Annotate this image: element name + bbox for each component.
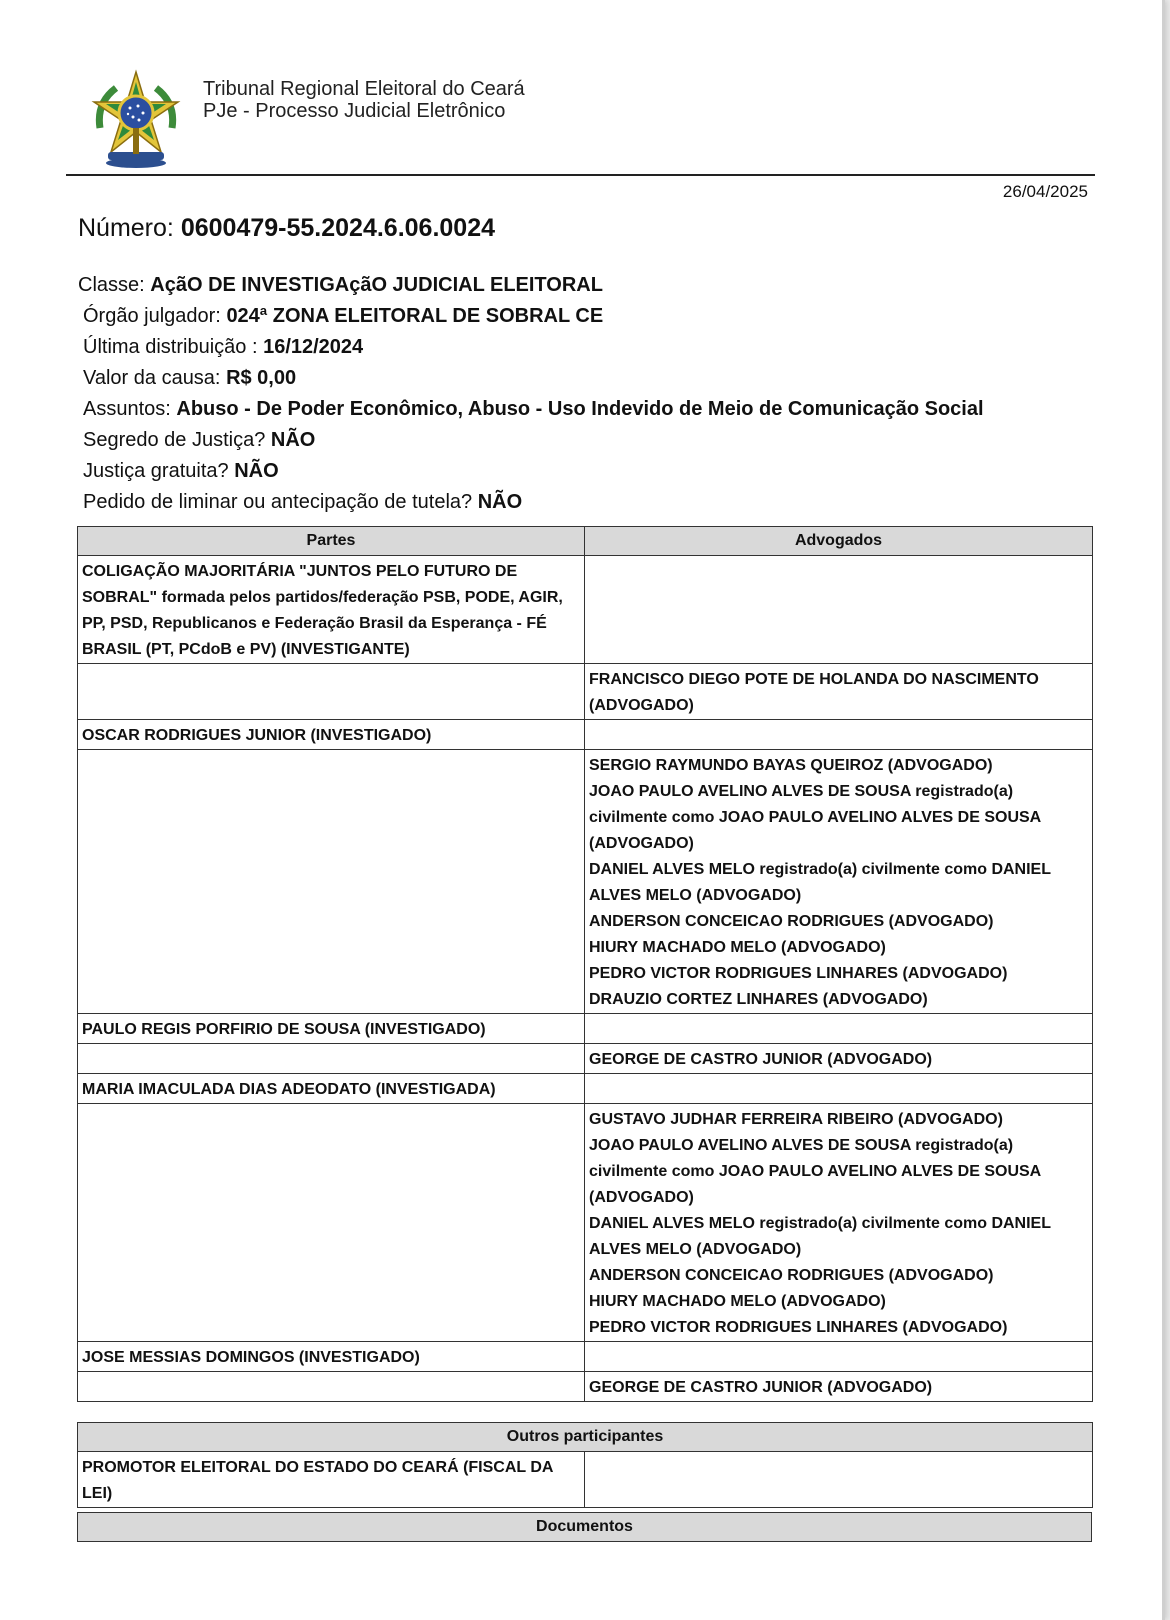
column-header-partes: Partes bbox=[78, 527, 585, 556]
field-valor bbox=[78, 363, 984, 394]
field-value: AçãO DE INVESTIGAçãO JUDICIAL ELEITORAL bbox=[150, 274, 603, 296]
table-row bbox=[78, 1014, 1093, 1044]
organization-name bbox=[203, 78, 525, 122]
advogados-cell bbox=[585, 1342, 1093, 1372]
advogados-cell bbox=[585, 1074, 1093, 1104]
field-assuntos bbox=[78, 394, 984, 425]
table-row bbox=[78, 1104, 1093, 1342]
field-label: Classe: bbox=[78, 274, 145, 296]
parte-cell bbox=[78, 1104, 585, 1342]
table-row bbox=[78, 1074, 1093, 1104]
documentos-title: Documentos bbox=[78, 1513, 1092, 1542]
field-label: Justiça gratuita? bbox=[83, 460, 229, 482]
table-row bbox=[78, 1372, 1093, 1402]
documentos-table bbox=[77, 1512, 1092, 1542]
field-value: 16/12/2024 bbox=[263, 336, 364, 358]
coat-of-arms-emblem bbox=[86, 68, 186, 170]
advogado-entry: ANDERSON CONCEICAO RODRIGUES (ADVOGADO) bbox=[589, 913, 994, 930]
parte-cell bbox=[78, 720, 585, 750]
field-segredo bbox=[78, 425, 984, 456]
outros-title: Outros participantes bbox=[78, 1423, 1093, 1452]
field-label: Assuntos: bbox=[83, 398, 171, 420]
field-label: Órgão julgador: bbox=[83, 305, 221, 327]
org-line-1: Tribunal Regional Eleitoral do Ceará bbox=[203, 78, 525, 100]
field-label: Segredo de Justiça? bbox=[83, 429, 266, 451]
column-header-advogados: Advogados bbox=[585, 527, 1093, 556]
table-row bbox=[78, 664, 1093, 720]
parte-cell bbox=[78, 556, 585, 664]
parte-cell bbox=[78, 1044, 585, 1074]
table-row bbox=[78, 750, 1093, 1014]
field-distribuicao bbox=[78, 332, 984, 363]
numero-label: Número: bbox=[78, 214, 174, 242]
advogado-entry: JOAO PAULO AVELINO ALVES DE SOUSA registrado(a) civilmente como JOAO PAULO AVELINO ALVES DE SOUSA (ADVOGADO) bbox=[589, 1137, 1041, 1206]
table-row bbox=[78, 1044, 1093, 1074]
advogado-entry: FRANCISCO DIEGO POTE DE HOLANDA DO NASCIMENTO (ADVOGADO) bbox=[589, 671, 1039, 714]
advogado-entry: PEDRO VICTOR RODRIGUES LINHARES (ADVOGADO) bbox=[589, 965, 1008, 982]
table-row bbox=[78, 1342, 1093, 1372]
advogados-cell bbox=[585, 1372, 1093, 1402]
advogado-entry: DANIEL ALVES MELO registrado(a) civilmente como DANIEL ALVES MELO (ADVOGADO) bbox=[589, 861, 1051, 904]
advogado-entry: HIURY MACHADO MELO (ADVOGADO) bbox=[589, 939, 886, 956]
table-header-row bbox=[78, 1423, 1093, 1452]
field-justica bbox=[78, 456, 984, 487]
advogados-cell bbox=[585, 1104, 1093, 1342]
outros-table bbox=[77, 1422, 1093, 1508]
header-divider bbox=[66, 174, 1095, 176]
field-value: 024ª ZONA ELEITORAL DE SOBRAL CE bbox=[226, 305, 604, 327]
field-value: NÃO bbox=[234, 460, 279, 482]
advogados-cell bbox=[585, 720, 1093, 750]
parte-name: MARIA IMACULADA DIAS ADEODATO (INVESTIGADA) bbox=[82, 1081, 496, 1098]
process-metadata bbox=[78, 270, 984, 518]
advogado-entry: JOAO PAULO AVELINO ALVES DE SOUSA registrado(a) civilmente como JOAO PAULO AVELINO ALVES DE SOUSA (ADVOGADO) bbox=[589, 783, 1041, 852]
parte-name: PAULO REGIS PORFIRIO DE SOUSA (INVESTIGADO) bbox=[82, 1021, 486, 1038]
field-orgao bbox=[78, 301, 984, 332]
numero-value: 0600479-55.2024.6.06.0024 bbox=[180, 214, 496, 242]
advogado-entry: ANDERSON CONCEICAO RODRIGUES (ADVOGADO) bbox=[589, 1267, 994, 1284]
parte-name: PROMOTOR ELEITORAL DO ESTADO DO CEARÁ (FISCAL DA LEI) bbox=[82, 1459, 553, 1502]
document-date: 26/04/2025 bbox=[1002, 182, 1088, 201]
advogado-entry: DRAUZIO CORTEZ LINHARES (ADVOGADO) bbox=[589, 991, 928, 1008]
field-value: NÃO bbox=[270, 429, 316, 451]
advogado-entry: GEORGE DE CASTRO JUNIOR (ADVOGADO) bbox=[589, 1379, 933, 1396]
parte-name: OSCAR RODRIGUES JUNIOR (INVESTIGADO) bbox=[82, 727, 432, 744]
partes-table-body bbox=[78, 556, 1093, 1402]
partes-table bbox=[77, 526, 1093, 1402]
advogados-cell bbox=[585, 556, 1093, 664]
advogado-entry: PEDRO VICTOR RODRIGUES LINHARES (ADVOGADO) bbox=[589, 1319, 1008, 1336]
table-row bbox=[78, 1452, 1093, 1508]
advogado-entry: GUSTAVO JUDHAR FERREIRA RIBEIRO (ADVOGADO) bbox=[589, 1111, 1003, 1128]
process-number bbox=[78, 214, 495, 243]
parte-cell bbox=[78, 1074, 585, 1104]
advogado-entry: DANIEL ALVES MELO registrado(a) civilmente como DANIEL ALVES MELO (ADVOGADO) bbox=[589, 1215, 1051, 1258]
advogados-cell bbox=[585, 664, 1093, 720]
advogados-cell bbox=[585, 1452, 1093, 1508]
field-value: R$ 0,00 bbox=[226, 367, 297, 389]
advogados-cell bbox=[585, 1014, 1093, 1044]
advogados-cell bbox=[585, 750, 1093, 1014]
field-classe bbox=[78, 270, 984, 301]
parte-name: JOSE MESSIAS DOMINGOS (INVESTIGADO) bbox=[82, 1349, 420, 1366]
table-row bbox=[78, 720, 1093, 750]
advogado-entry: GEORGE DE CASTRO JUNIOR (ADVOGADO) bbox=[589, 1051, 933, 1068]
outros-table-body bbox=[78, 1452, 1093, 1508]
parte-name: COLIGAÇÃO MAJORITÁRIA "JUNTOS PELO FUTURO DE SOBRAL" formada pelos partidos/federação PSB, PODE, AGIR, PP, PSD, Republicanos e Federação Brasil da Esperança - FÉ BRASIL (PT, PCdoB e PV) (INVESTIGANTE) bbox=[82, 563, 563, 658]
advogados-cell bbox=[585, 1044, 1093, 1074]
parte-cell bbox=[78, 1014, 585, 1044]
advogado-entry: HIURY MACHADO MELO (ADVOGADO) bbox=[589, 1293, 886, 1310]
field-label: Pedido de liminar ou antecipação de tutela? bbox=[83, 491, 473, 513]
parte-cell bbox=[78, 750, 585, 1014]
table-header-row bbox=[78, 527, 1093, 556]
parte-cell bbox=[78, 1372, 585, 1402]
document-header bbox=[66, 62, 1092, 176]
table-header-row bbox=[78, 1513, 1092, 1542]
advogado-entry: SERGIO RAYMUNDO BAYAS QUEIROZ (ADVOGADO) bbox=[589, 757, 993, 774]
field-label: Última distribuição : bbox=[83, 336, 258, 358]
parte-cell bbox=[78, 664, 585, 720]
field-label: Valor da causa: bbox=[83, 367, 221, 389]
org-line-2: PJe - Processo Judicial Eletrônico bbox=[203, 100, 506, 122]
table-row bbox=[78, 556, 1093, 664]
field-value: NÃO bbox=[477, 491, 523, 513]
parte-cell bbox=[78, 1452, 585, 1508]
field-value: Abuso - De Poder Econômico, Abuso - Uso Indevido de Meio de Comunicação Social bbox=[176, 398, 984, 420]
parte-cell bbox=[78, 1342, 585, 1372]
field-liminar bbox=[78, 487, 984, 518]
